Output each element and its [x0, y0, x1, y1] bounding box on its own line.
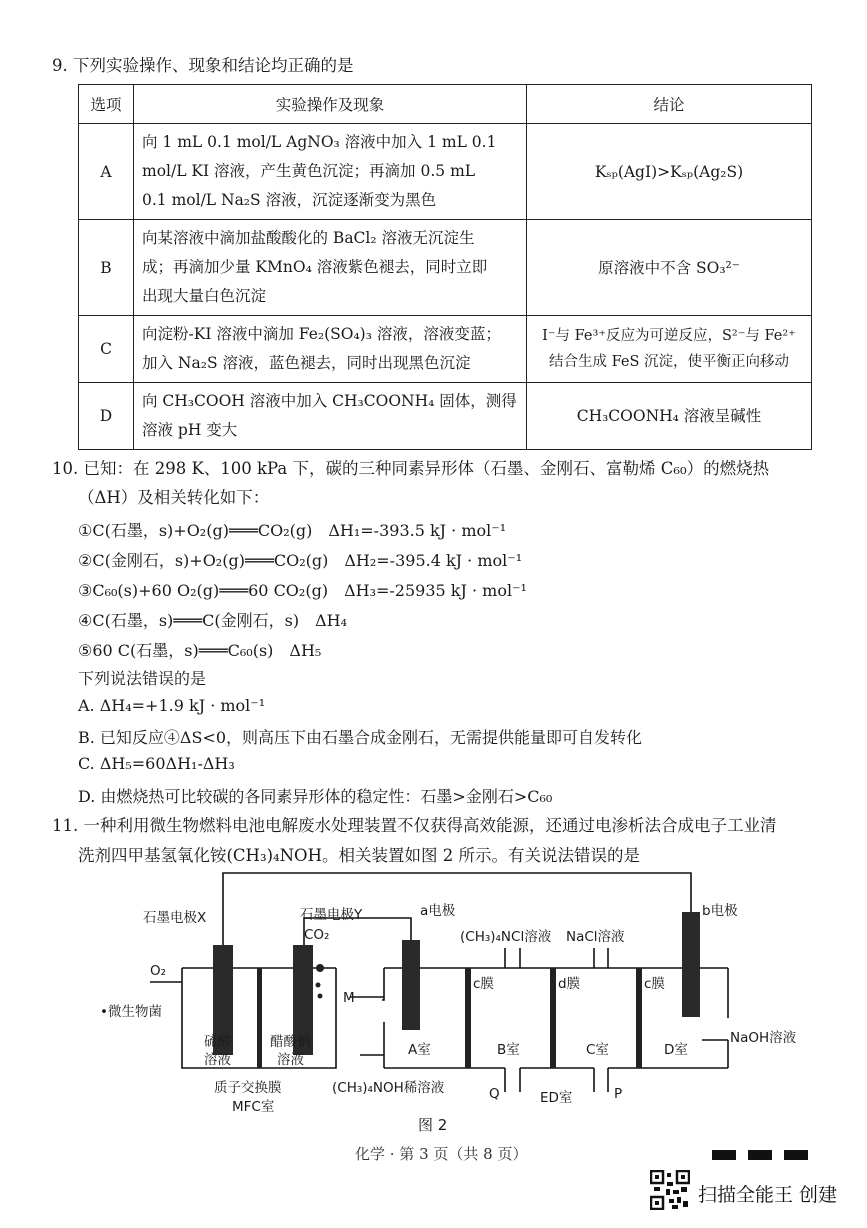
op-line: 向 1 mL 0.1 mol/L AgNO₃ 溶液中加入 1 mL 0.1: [142, 133, 497, 151]
label-tmah-dilute: (CH₃)₄NOH稀溶液: [332, 1080, 445, 1096]
electrode-b: [682, 912, 700, 1017]
row-option: D: [79, 383, 134, 450]
op-line: 向 CH₃COOH 溶液中加入 CH₃COONH₄ 固体，测得: [142, 392, 517, 410]
row-conclusion: 原溶液中不含 SO₃²⁻: [527, 220, 812, 316]
marker-square: [784, 1150, 808, 1160]
d-membrane: [550, 968, 556, 1068]
q11-stem-cont: 洗剂四甲基氢氧化铵(CH₃)₄NOH。相关装置如图 2 所示。有关说法错误的是: [78, 846, 640, 865]
q10-option-c: C. ΔH₅=60ΔH₁-ΔH₃: [78, 754, 235, 773]
label-m: M: [343, 990, 355, 1006]
q10-ask: 下列说法错误的是: [78, 669, 207, 688]
header-conclusion: 结论: [527, 85, 812, 124]
label-microbe: •微生物菌: [100, 1004, 162, 1020]
label-ed: ED室: [540, 1090, 573, 1106]
label-sulfuric-2: 溶液: [204, 1052, 231, 1068]
label-acetate: 醋酸钠: [270, 1034, 311, 1050]
equation-3: ③C₆₀(s)+60 O₂(g)═══60 CO₂(g) ΔH₃=-25935 kJ · mol⁻¹: [78, 581, 527, 600]
op-line: 向某溶液中滴加盐酸酸化的 BaCl₂ 溶液无沉淀生: [142, 229, 475, 247]
bubble: [316, 983, 321, 988]
q10-option-b: B. 已知反应④ΔS<0，则高压下由石墨合成金刚石，无需提供能量即可自发转化: [78, 728, 643, 747]
c-membrane-1: [465, 968, 471, 1068]
label-c-membrane-1: c膜: [473, 976, 494, 992]
label-b-electrode: b电极: [702, 903, 738, 919]
op-line: 向淀粉-KI 溶液中滴加 Fe₂(SO₄)₃ 溶液，溶液变蓝；: [142, 325, 501, 343]
equation-4: ④C(石墨，s)═══C(金刚石，s) ΔH₄: [78, 611, 348, 630]
proton-exchange-membrane: [257, 968, 262, 1068]
row-conclusion: Kₛₚ(AgI)>Kₛₚ(Ag₂S): [527, 124, 812, 220]
qr-code-icon: [650, 1170, 690, 1210]
label-q: Q: [489, 1086, 500, 1102]
bubble: [316, 964, 324, 972]
header-operation: 实验操作及现象: [134, 85, 527, 124]
op-line: 0.1 mol/L Na₂S 溶液，沉淀逐渐变为黑色: [142, 191, 437, 209]
q11-stem: 11. 一种利用微生物燃料电池电解废水处理装置不仅获得高效能源，还通过电渗析法合成电子工业清: [52, 816, 777, 835]
ed-inlet-top: [382, 968, 384, 1000]
label-co2: CO₂: [304, 927, 330, 943]
op-line: 加入 Na₂S 溶液，蓝色褪去，同时出现黑色沉淀: [142, 354, 471, 372]
op-line: mol/L KI 溶液，产生黄色沉淀；再滴加 0.5 mL: [142, 162, 476, 180]
label-room-b: B室: [497, 1042, 520, 1058]
figure-caption: 图 2: [418, 1116, 448, 1134]
row-option: C: [79, 316, 134, 383]
label-electrode-y: 石墨电极Y: [300, 907, 363, 923]
marker-square: [712, 1150, 736, 1160]
label-acetate-2: 溶液: [277, 1052, 304, 1068]
label-nacl: NaCl溶液: [566, 929, 625, 945]
label-c-membrane-2: c膜: [644, 976, 665, 992]
header-option: 选项: [79, 85, 134, 124]
c-membrane-2: [636, 968, 642, 1068]
conc-line: I⁻与 Fe³⁺反应为可逆反应，S²⁻与 Fe²⁺: [542, 328, 796, 344]
conc-line: 结合生成 FeS 沉淀，使平衡正向移动: [549, 354, 789, 370]
op-line: 成；再滴加少量 KMnO₄ 溶液紫色褪去，同时立即: [142, 258, 488, 276]
equation-5: ⑤60 C(石墨，s)═══C₆₀(s) ΔH₅: [78, 641, 322, 660]
q10-option-d: D. 由燃烧热可比较碳的各同素异形体的稳定性：石墨>金刚石>C₆₀: [78, 787, 553, 806]
op-line: 出现大量白色沉淀: [142, 287, 267, 305]
page-number: 化学 · 第 3 页（共 8 页）: [355, 1145, 528, 1163]
label-electrode-x: 石墨电极X: [143, 910, 207, 926]
row-conclusion: CH₃COONH₄ 溶液呈碱性: [527, 383, 812, 450]
label-tmac: (CH₃)₄NCl溶液: [460, 929, 552, 945]
label-p: P: [614, 1086, 623, 1102]
q9-stem: 9. 下列实验操作、现象和结论均正确的是: [52, 56, 354, 75]
marker-square: [748, 1150, 772, 1160]
label-room-c: C室: [586, 1042, 609, 1058]
label-pem: 质子交换膜: [214, 1080, 282, 1096]
q10-stem-cont: （ΔH）及相关转化如下：: [78, 488, 270, 507]
label-room-a: A室: [408, 1042, 431, 1058]
scanner-brand: 扫描全能王 创建: [698, 1184, 838, 1206]
label-naoh: NaOH溶液: [730, 1030, 797, 1046]
bubble: [318, 994, 323, 999]
equation-1: ①C(石墨，s)+O₂(g)═══CO₂(g) ΔH₁=-393.5 kJ · mol⁻¹: [78, 521, 507, 540]
label-room-d: D室: [664, 1042, 688, 1058]
q10-stem: 10. 已知：在 298 K、100 kPa 下，碳的三种同素异形体（石墨、金刚石、富勒烯 C₆₀）的燃烧热: [52, 459, 770, 478]
q10-option-a: A. ΔH₄=+1.9 kJ · mol⁻¹: [78, 696, 266, 715]
label-sulfuric: 硫酸: [204, 1034, 231, 1050]
row-option: A: [79, 124, 134, 220]
label-mfc: MFC室: [232, 1099, 275, 1115]
op-line: 溶液 pH 变大: [142, 421, 238, 439]
label-d-membrane: d膜: [558, 976, 581, 992]
equation-2: ②C(金刚石，s)+O₂(g)═══CO₂(g) ΔH₂=-395.4 kJ · mol⁻¹: [78, 551, 523, 570]
label-a-electrode: a电极: [420, 903, 456, 919]
label-o2: O₂: [150, 963, 167, 979]
electrode-a: [402, 940, 420, 1030]
row-option: B: [79, 220, 134, 316]
